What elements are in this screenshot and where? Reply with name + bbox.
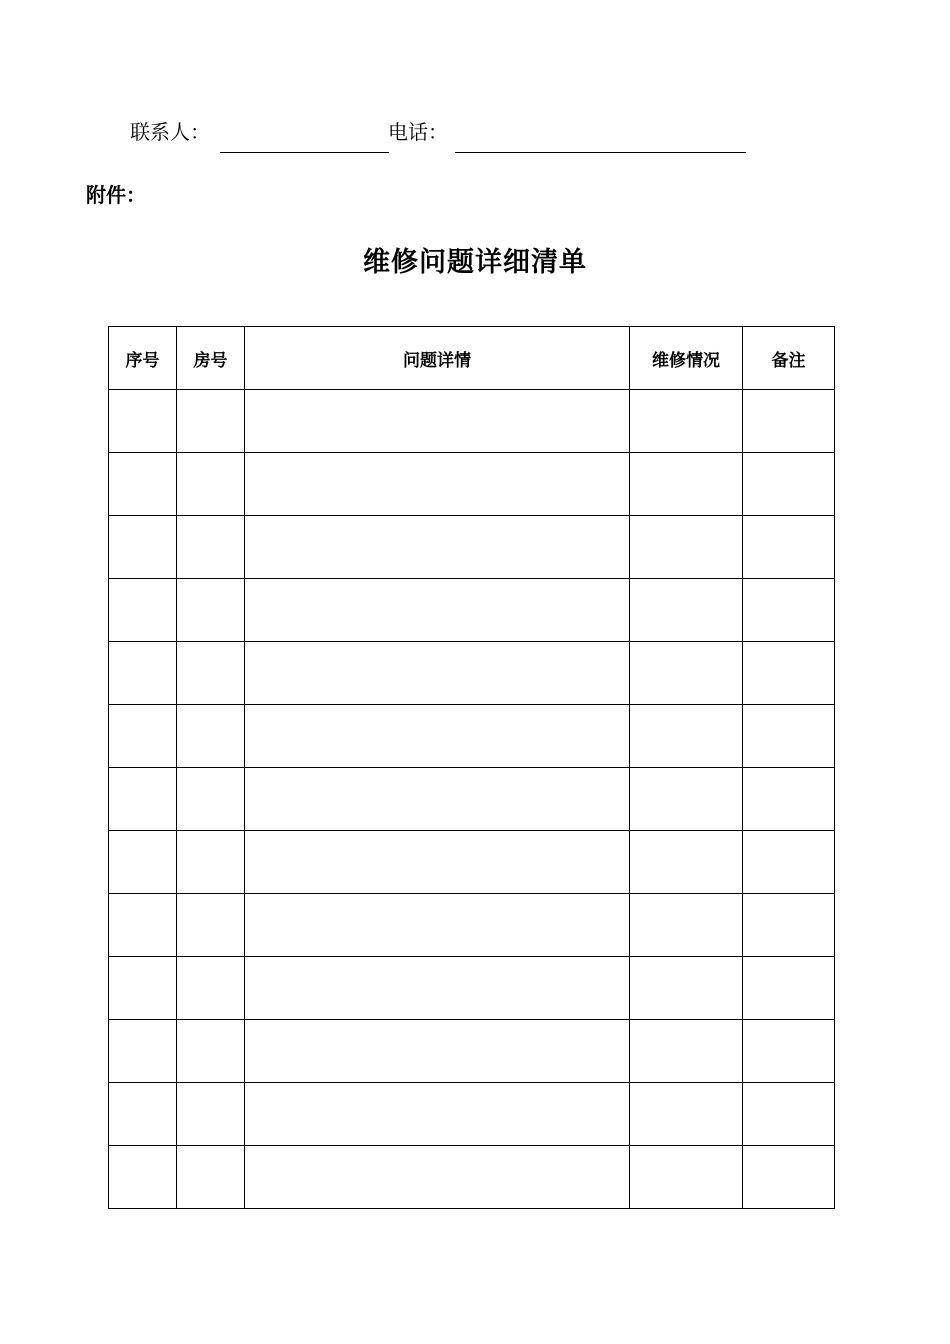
table-row: [109, 1146, 835, 1209]
document-title: 维修问题详细清单: [363, 247, 587, 278]
phone-field[interactable]: [455, 152, 746, 153]
table-row: [109, 894, 835, 957]
serial-number-cell[interactable]: [109, 642, 177, 705]
repair-status-cell[interactable]: [630, 894, 743, 957]
table-row: [109, 705, 835, 768]
issue-details-cell[interactable]: [245, 831, 630, 894]
serial-number-cell[interactable]: [109, 831, 177, 894]
header-repair-status: 维修情况: [630, 327, 743, 390]
issue-details-cell[interactable]: [245, 1020, 630, 1083]
room-number-cell[interactable]: [177, 1146, 245, 1209]
room-number-cell[interactable]: [177, 390, 245, 453]
contact-person-label: 联系人：: [130, 120, 210, 144]
serial-number-cell[interactable]: [109, 894, 177, 957]
serial-number-cell[interactable]: [109, 390, 177, 453]
repair-status-cell[interactable]: [630, 390, 743, 453]
serial-number-cell[interactable]: [109, 1083, 177, 1146]
remarks-cell[interactable]: [743, 1083, 835, 1146]
repair-status-cell[interactable]: [630, 453, 743, 516]
contact-row: [0, 0, 950, 160]
remarks-cell[interactable]: [743, 516, 835, 579]
room-number-cell[interactable]: [177, 516, 245, 579]
room-number-cell[interactable]: [177, 894, 245, 957]
remarks-cell[interactable]: [743, 453, 835, 516]
repair-status-cell[interactable]: [630, 768, 743, 831]
repair-status-cell[interactable]: [630, 831, 743, 894]
repair-status-cell[interactable]: [630, 1020, 743, 1083]
remarks-cell[interactable]: [743, 768, 835, 831]
table-row: [109, 768, 835, 831]
room-number-cell[interactable]: [177, 642, 245, 705]
repair-status-cell[interactable]: [630, 642, 743, 705]
repair-status-cell[interactable]: [630, 957, 743, 1020]
remarks-cell[interactable]: [743, 705, 835, 768]
contact-person-field[interactable]: [220, 152, 389, 153]
remarks-cell[interactable]: [743, 1146, 835, 1209]
issue-details-cell[interactable]: [245, 579, 630, 642]
room-number-cell[interactable]: [177, 768, 245, 831]
table-row: [109, 579, 835, 642]
table-row: [109, 642, 835, 705]
serial-number-cell[interactable]: [109, 1146, 177, 1209]
serial-number-cell[interactable]: [109, 957, 177, 1020]
room-number-cell[interactable]: [177, 705, 245, 768]
table-row: [109, 957, 835, 1020]
header-issue-details: 问题详情: [245, 327, 630, 390]
remarks-cell[interactable]: [743, 579, 835, 642]
serial-number-cell[interactable]: [109, 516, 177, 579]
remarks-cell[interactable]: [743, 642, 835, 705]
issue-details-cell[interactable]: [245, 1146, 630, 1209]
serial-number-cell[interactable]: [109, 705, 177, 768]
issue-details-cell[interactable]: [245, 390, 630, 453]
header-remarks: 备注: [743, 327, 835, 390]
table-body: [109, 390, 835, 1209]
header-serial-number: 序号: [109, 327, 177, 390]
room-number-cell[interactable]: [177, 1020, 245, 1083]
repair-status-cell[interactable]: [630, 705, 743, 768]
table-row: [109, 390, 835, 453]
room-number-cell[interactable]: [177, 1083, 245, 1146]
serial-number-cell[interactable]: [109, 1020, 177, 1083]
issue-details-cell[interactable]: [245, 642, 630, 705]
serial-number-cell[interactable]: [109, 453, 177, 516]
table-header-row: [109, 327, 835, 390]
room-number-cell[interactable]: [177, 957, 245, 1020]
issue-details-cell[interactable]: [245, 957, 630, 1020]
issue-details-cell[interactable]: [245, 516, 630, 579]
issue-details-cell[interactable]: [245, 705, 630, 768]
room-number-cell[interactable]: [177, 831, 245, 894]
room-number-cell[interactable]: [177, 579, 245, 642]
repair-status-cell[interactable]: [630, 1146, 743, 1209]
phone-label: 电话：: [388, 120, 448, 144]
header-room-number: 房号: [177, 327, 245, 390]
remarks-cell[interactable]: [743, 390, 835, 453]
repair-issues-table: [108, 326, 835, 1209]
serial-number-cell[interactable]: [109, 768, 177, 831]
repair-status-cell[interactable]: [630, 1083, 743, 1146]
repair-status-cell[interactable]: [630, 579, 743, 642]
table-row: [109, 831, 835, 894]
issue-details-cell[interactable]: [245, 1083, 630, 1146]
room-number-cell[interactable]: [177, 453, 245, 516]
table-row: [109, 516, 835, 579]
serial-number-cell[interactable]: [109, 579, 177, 642]
remarks-cell[interactable]: [743, 1020, 835, 1083]
table-row: [109, 453, 835, 516]
repair-status-cell[interactable]: [630, 516, 743, 579]
remarks-cell[interactable]: [743, 831, 835, 894]
remarks-cell[interactable]: [743, 894, 835, 957]
issue-details-cell[interactable]: [245, 453, 630, 516]
issue-details-cell[interactable]: [245, 768, 630, 831]
issue-details-cell[interactable]: [245, 894, 630, 957]
remarks-cell[interactable]: [743, 957, 835, 1020]
table-row: [109, 1083, 835, 1146]
table-row: [109, 1020, 835, 1083]
attachment-label: 附件：: [86, 183, 146, 207]
